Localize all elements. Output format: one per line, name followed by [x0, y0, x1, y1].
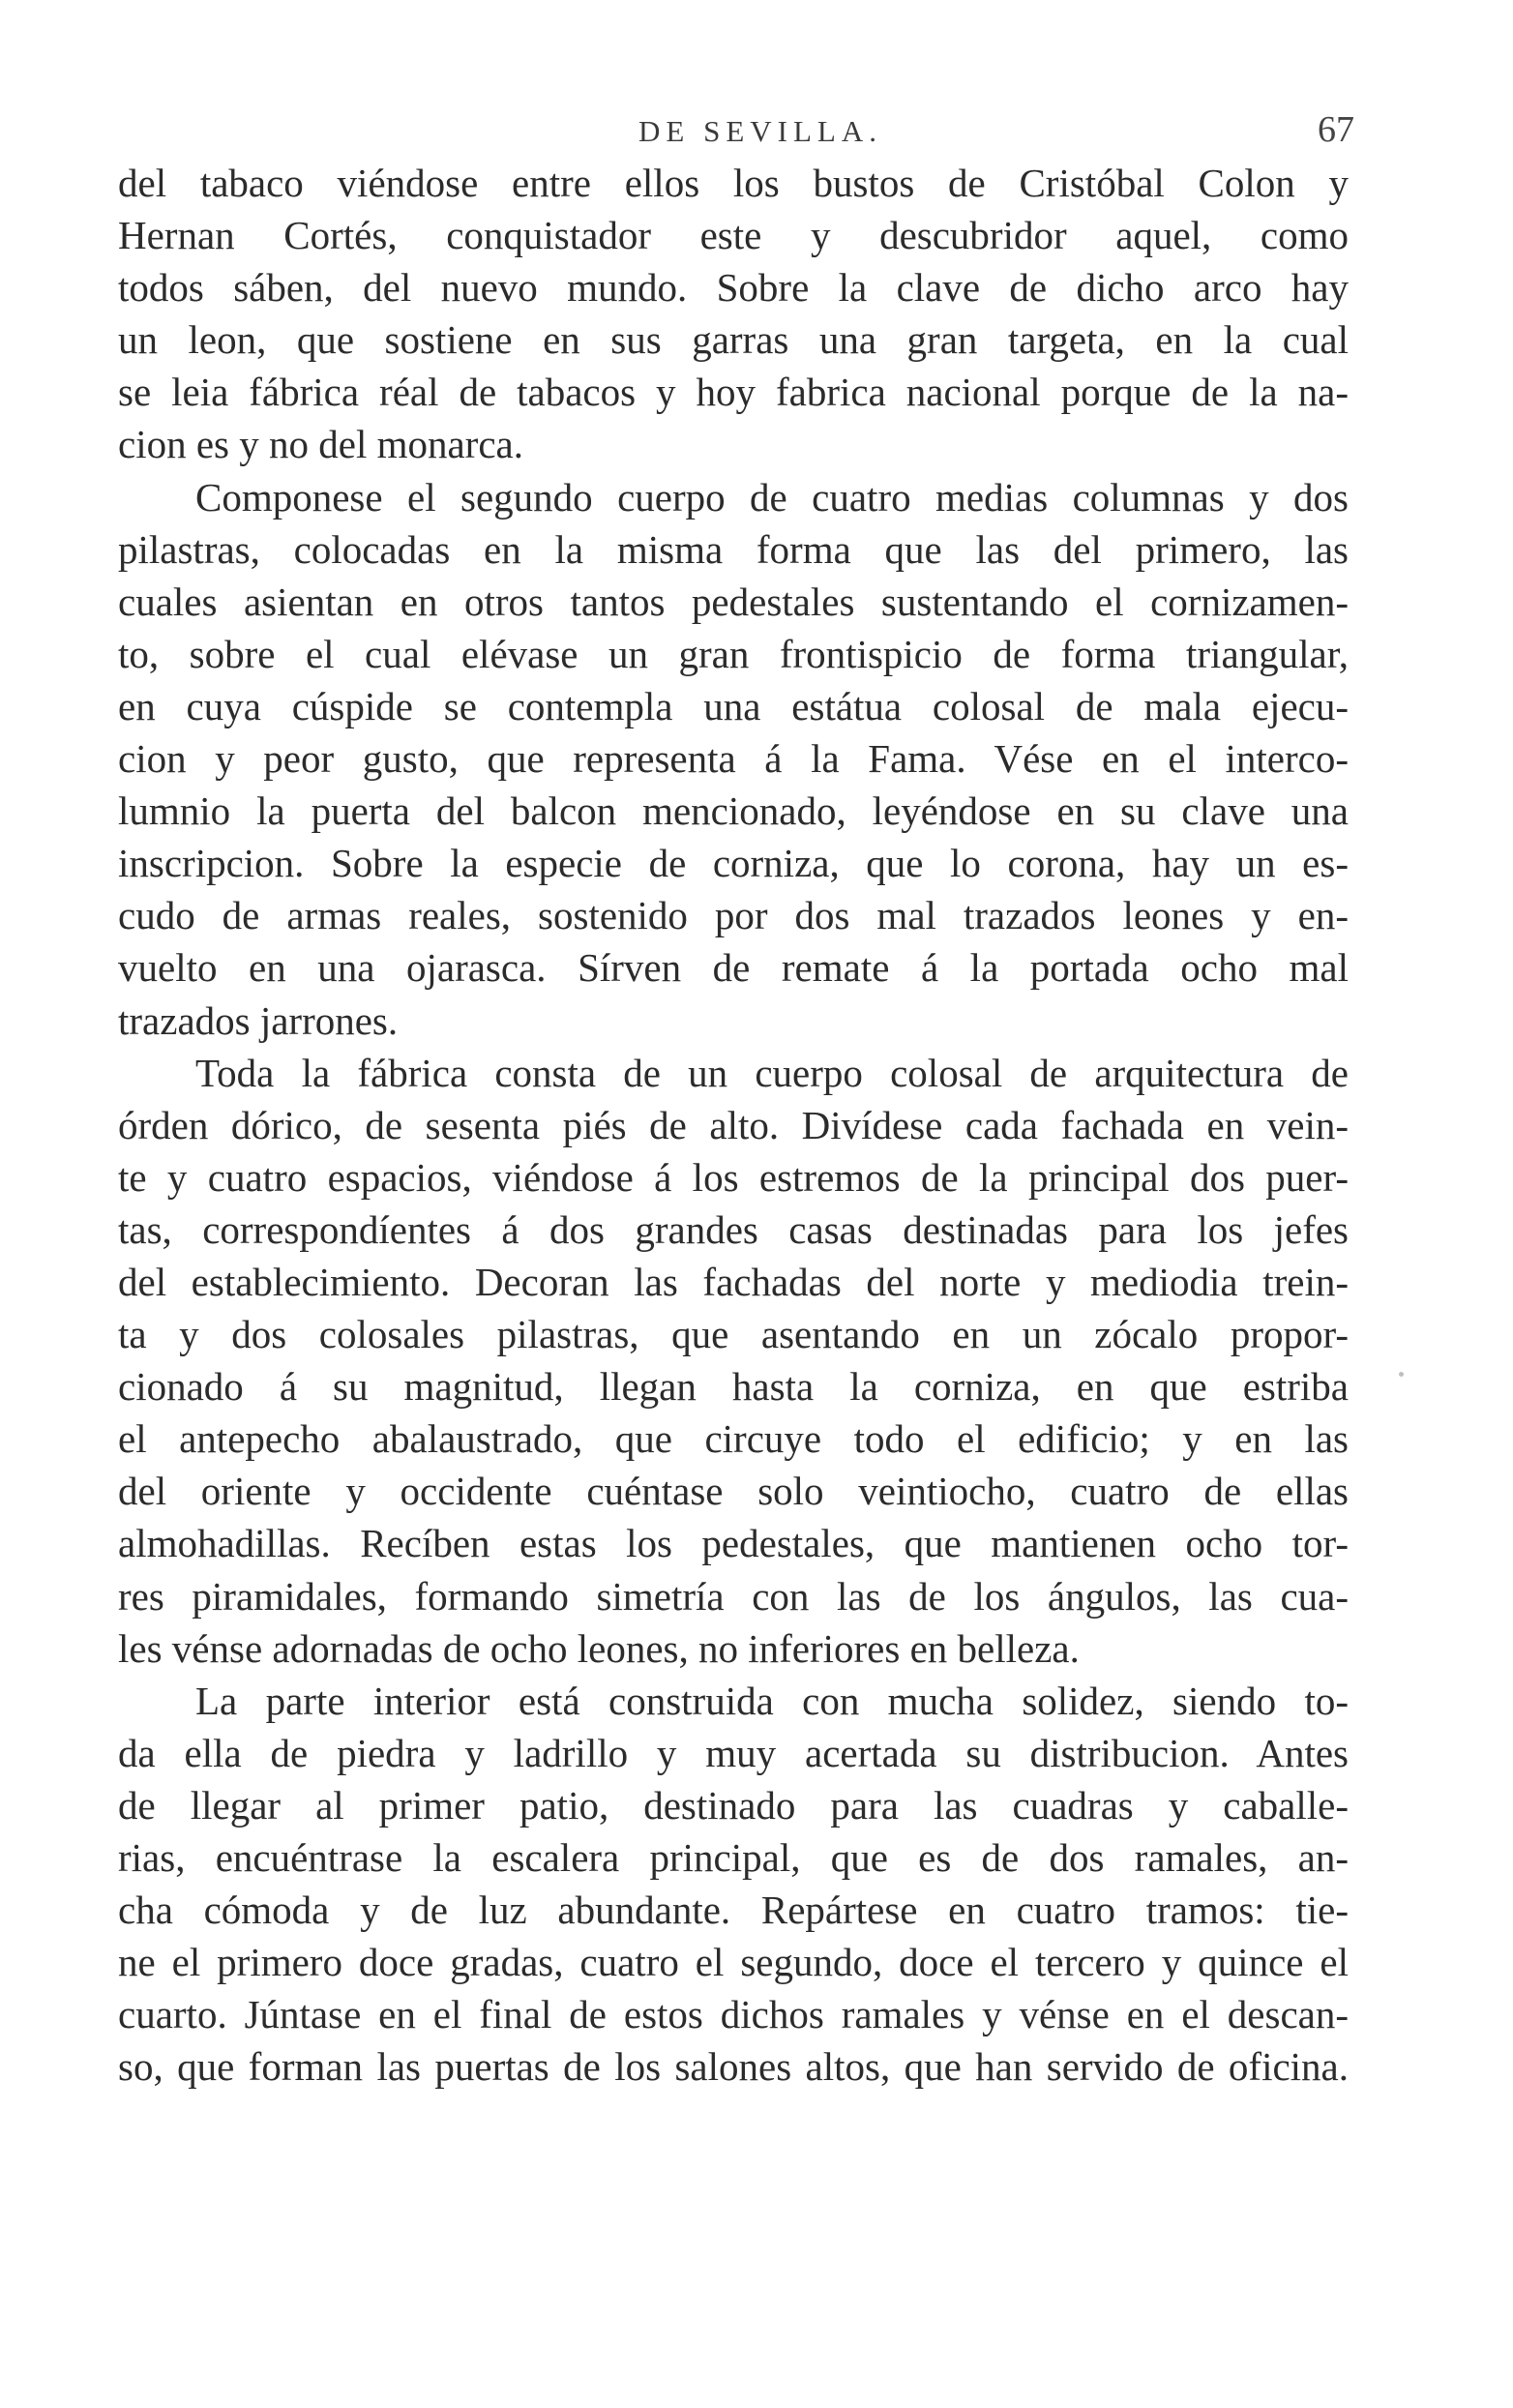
text-line: te y cuatro espacios, viéndose á los estremos de la principal dos puer-: [118, 1154, 1349, 1200]
text-line: les vénse adornadas de ocho leones, no inferiores en belleza.: [118, 1625, 1080, 1671]
text-line: de llegar al primer patio, destinado para las cuadras y caballe-: [118, 1782, 1349, 1828]
text-line: cudo de armas reales, sostenido por dos mal trazados leones y en-: [118, 893, 1349, 938]
text-line: lumnio la puerta del balcon mencionado, leyéndose en su clave una: [118, 788, 1349, 834]
text-line: cionado á su magnitud, llegan hasta la corniza, en que estriba: [118, 1364, 1349, 1410]
text-line: to, sobre el cual elévase un gran frontispicio de forma triangular,: [118, 631, 1349, 676]
text-line: todos sáben, del nuevo mundo. Sobre la clave de dicho arco hay: [118, 265, 1349, 311]
text-line: órden dórico, de sesenta piés de alto. Divídese cada fachada en vein-: [118, 1102, 1349, 1147]
text-line: almohadillas. Recíben estas los pedestales, que mantienen ocho tor-: [118, 1521, 1349, 1566]
text-line: cuarto. Júntase en el final de estos dichos ramales y vénse en el descan-: [118, 1992, 1349, 2037]
text-line: cuales asientan en otros tantos pedestales sustentando el cornizamen-: [118, 579, 1349, 624]
paper-speck: [1399, 1372, 1404, 1377]
text-line: un leon, que sostiene en sus garras una gran targeta, en la cual: [118, 317, 1349, 363]
text-line: da ella de piedra y ladrillo y muy acertada su distribucion. Antes: [118, 1730, 1349, 1775]
body-text: [118, 157, 1349, 2093]
page-number: 67: [1318, 109, 1354, 150]
text-line: tas, correspondíentes á dos grandes casas destinadas para los jefes: [118, 1206, 1349, 1252]
text-line: trazados jarrones.: [118, 997, 399, 1043]
text-line: cion es y no del monarca.: [118, 422, 523, 467]
text-line: del establecimiento. Decoran las fachadas del norte y mediodia trein-: [118, 1259, 1349, 1304]
text-line: cha cómoda y de luz abundante. Repártese en cuatro tramos: tie-: [118, 1888, 1349, 1933]
running-head: DE SEVILLA.: [638, 114, 882, 148]
text-line: el antepecho abalaustrado, que circuye todo el edificio; y en las: [118, 1416, 1349, 1462]
text-line: del tabaco viéndose entre ellos los bustos de Cristóbal Colon y: [118, 161, 1349, 205]
text-line: ta y dos colosales pilastras, que asentando en un zócalo propor-: [118, 1312, 1349, 1357]
text-line: pilastras, colocadas en la misma forma que las del primero, las: [118, 526, 1349, 572]
text-line: del oriente y occidente cuéntase solo veintiocho, cuatro de ellas: [118, 1469, 1349, 1514]
text-line: inscripcion. Sobre la especie de corniza, que lo corona, hay un es-: [118, 841, 1349, 886]
text-line: Hernan Cortés, conquistador este y descubridor aquel, como: [118, 213, 1349, 258]
text-line: se leia fábrica réal de tabacos y hoy fabrica nacional porque de la na-: [118, 370, 1349, 415]
text-line: so, que forman las puertas de los salones altos, que han servido de oficina.: [118, 2044, 1349, 2090]
text-line: ne el primero doce gradas, cuatro el segundo, doce el tercero y quince el: [118, 1940, 1349, 1985]
text-line: vuelto en una ojarasca. Sírven de remate á la portada ocho mal: [118, 945, 1349, 991]
text-line: en cuya cúspide se contempla una estátua colosal de mala ejecu-: [118, 683, 1349, 728]
text-line: Toda la fábrica consta de un cuerpo colosal de arquitectura de: [195, 1050, 1349, 1095]
text-line: La parte interior está construida con mucha solidez, siendo to-: [195, 1678, 1349, 1723]
text-line: cion y peor gusto, que representa á la Fama. Vése en el interco-: [118, 736, 1349, 782]
text-line: rias, encuéntrase la escalera principal, que es de dos ramales, an-: [118, 1835, 1349, 1880]
text-line: res piramidales, formando simetría con las de los ángulos, las cua-: [118, 1573, 1349, 1619]
text-line: Componese el segundo cuerpo de cuatro medias columnas y dos: [195, 474, 1349, 520]
